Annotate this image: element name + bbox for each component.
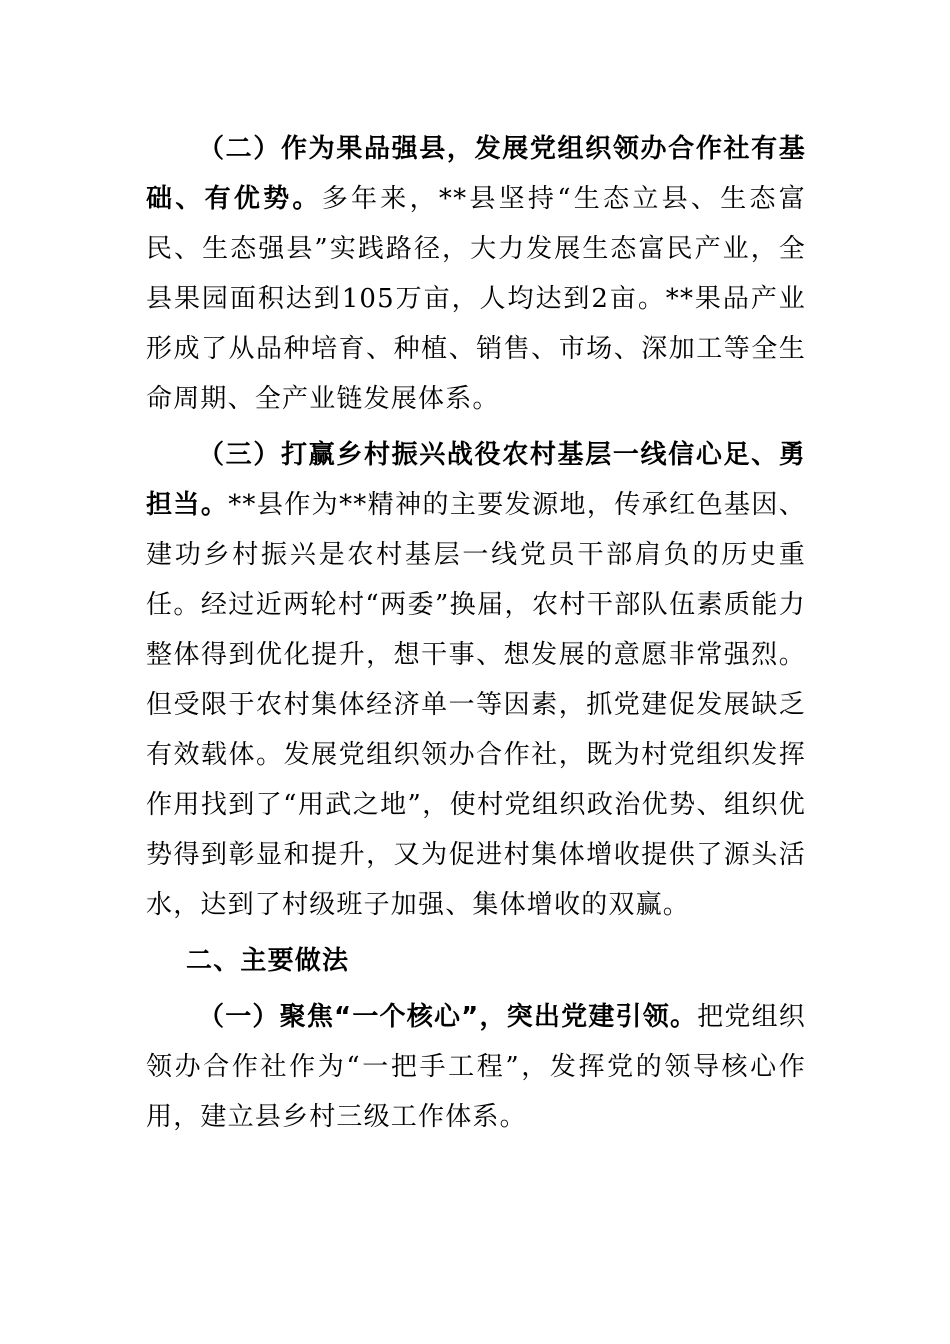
paragraph-body: 把党组织领办合作社作为“一把手工程”，发挥党的领导核心作用，建立县乡村三级工作体系。 — [146, 1002, 806, 1132]
paragraph-core-focus — [146, 992, 806, 1142]
document-page — [146, 124, 806, 1142]
paragraph-heading: （二）作为果品强县，发展党组织领办合作社有基础、有优势。 — [146, 134, 806, 214]
paragraph-heading: （三）打赢乡村振兴战役农村基层一线信心足、勇担当。 — [146, 440, 806, 520]
section-heading-main-practices: 二、主要做法 — [186, 946, 350, 976]
paragraph-body: 多年来，**县坚持“生态立县、生态富民、生态强县”实践路径，大力发展生态富民产业，全县果园面积达到105万亩，人均达到2亩。**果品产业形成了从品种培育、种植、销售、市场、深加工等全生命周期、全产业链发展体系。 — [146, 184, 806, 414]
paragraph-heading: （一）聚焦“一个核心”，突出党建引领。 — [198, 1002, 698, 1032]
paragraph-rural-revitalization — [146, 430, 806, 930]
paragraph-fruit-county — [146, 124, 806, 424]
paragraph-body: **县作为**精神的主要发源地，传承红色基因、建功乡村振兴是农村基层一线党员干部肩负的历史重任。经过近两轮村“两委”换届，农村干部队伍素质能力整体得到优化提升，想干事、想发展的意愿非常强烈。但受限于农村集体经济单一等因素，抓党建促发展缺乏有效载体。发展党组织领办合作社，既为村党组织发挥作用找到了“用武之地”，使村党组织政治优势、组织优势得到彰显和提升，又为促进村集体增收提供了源头活水，达到了村级班子加强、集体增收的双赢。 — [146, 490, 806, 920]
